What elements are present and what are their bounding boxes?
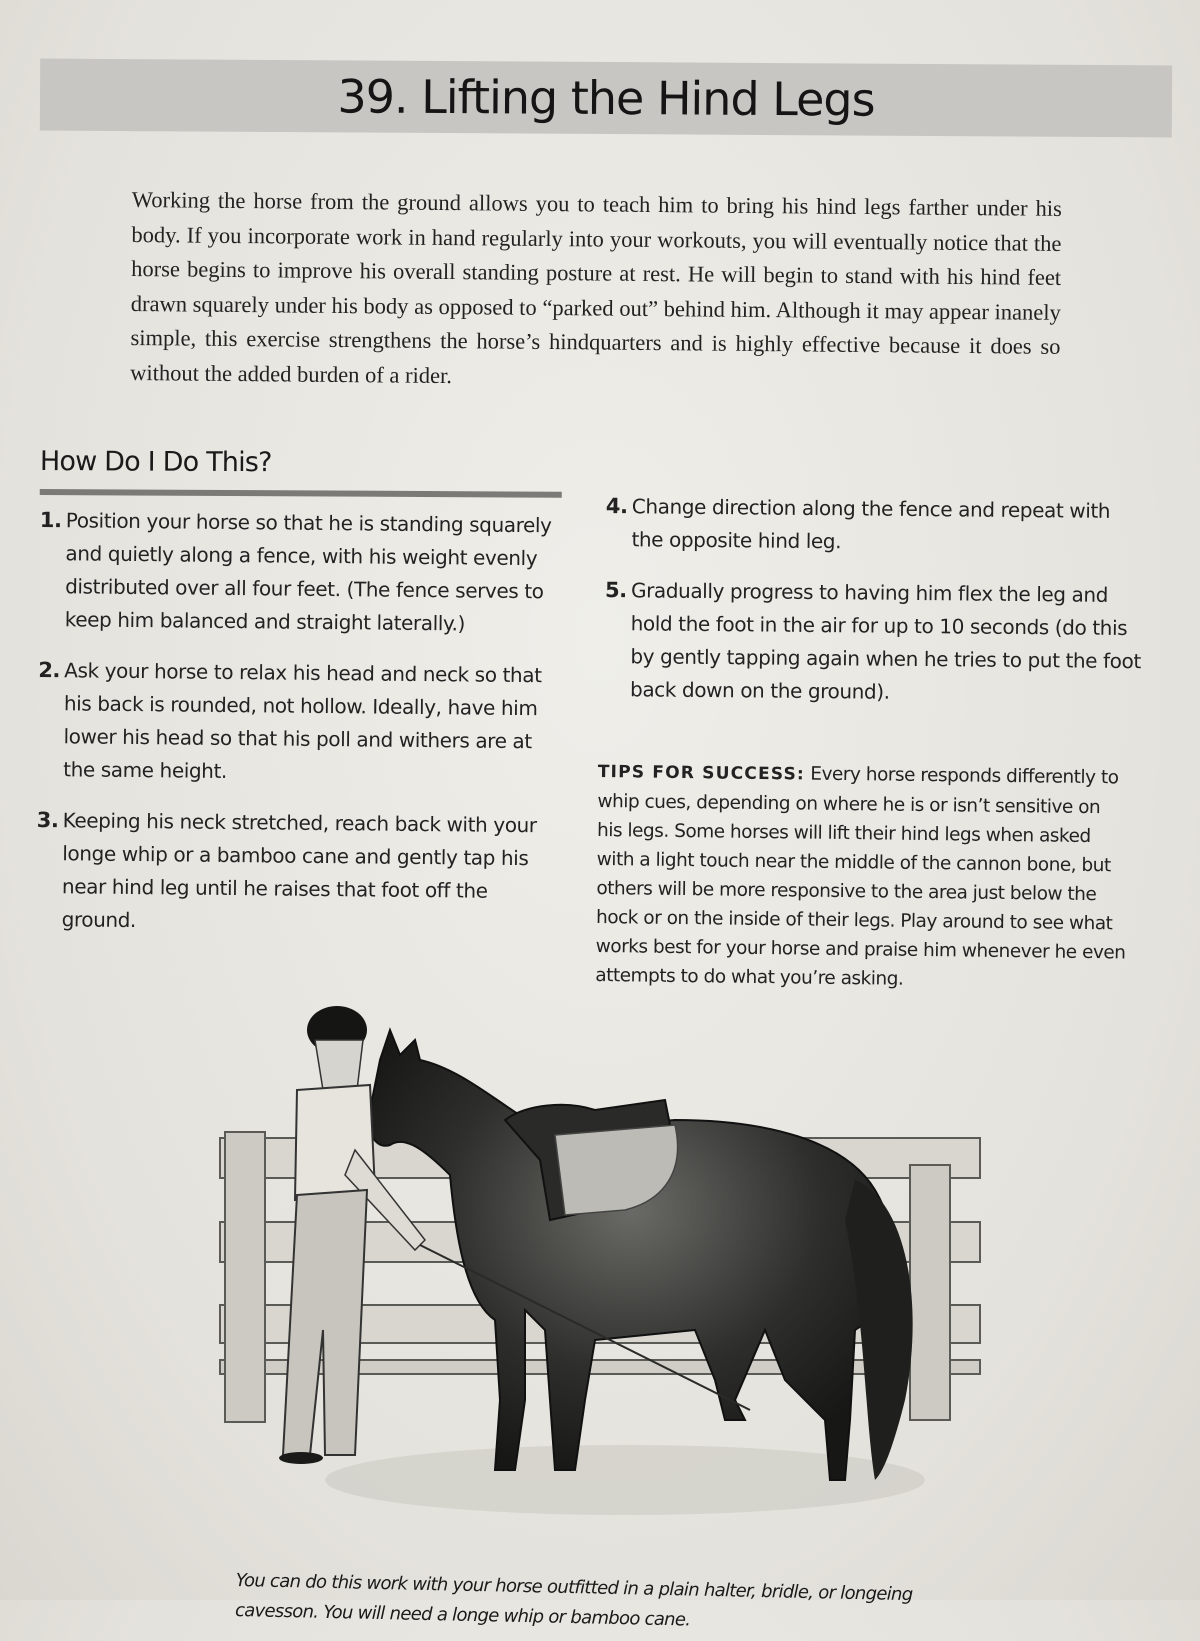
step-3 (35, 804, 556, 941)
step-number: 3. (36, 807, 59, 833)
section-divider (40, 489, 562, 498)
step-number: 1. (39, 507, 62, 533)
step-2 (37, 654, 558, 791)
illustration-caption: You can do this work with your horse outfitted in a plain halter, bridle, or longeing cavesson. You will need a longe whip or bamboo cane. (234, 1569, 913, 1631)
step-text: Change direction along the fence and repeat with the opposite hind leg. (631, 494, 1111, 554)
intro-paragraph: Working the horse from the ground allows you to teach him to bring his hind legs farther under his body. If you incorporate work in hand regularly into your workouts, you will eventually notice that the horse begins to improve his overall standing posture at rest. He will begin to stand with his hind feet drawn squarely under his body as opposed to “parked out” behind him. Although it may appear inanely simple, this exercise strengthens the horse’s hindquarters and is highly effective because it does so without the added burden of a rider. (130, 186, 1062, 388)
step-number: 4. (605, 493, 628, 519)
chapter-title-bar (40, 59, 1172, 138)
tips-text: Every horse responds differently to whip cues, depending on where he is or isn’t sensitive on his legs. Some horses will lift their hind legs when asked with a light touch near the middle of the cannon bone, but others will be more responsive to the area just below the hock or on the inside of their legs. Play around to see what works best for your horse and praise him whenever he even attempts to do what you’re asking. (595, 763, 1126, 990)
chapter-title: 39. Lifting the Hind Legs (337, 69, 875, 127)
step-text: Ask your horse to relax his head and neck so that his back is rounded, not hollow. Ideally, have him lower his head so that his poll and withers are at the same height. (63, 658, 542, 783)
steps-column-right (604, 490, 1146, 729)
tips-for-success (595, 757, 1128, 996)
step-4 (605, 490, 1146, 561)
steps-column-left (35, 504, 560, 959)
section-header (40, 446, 562, 498)
horse-illustration (205, 1000, 995, 1520)
step-1 (39, 504, 560, 641)
step-text: Keeping his neck stretched, reach back with your longe whip or a bamboo cane and gently tap his near hind leg until he raises that foot off the ground. (61, 808, 537, 933)
step-5 (604, 574, 1145, 711)
step-number: 5. (604, 577, 627, 603)
section-heading: How Do I Do This? (39, 446, 272, 479)
step-text: Gradually progress to having him flex the leg and hold the foot in the air for up to 10 seconds (do this by gently tapping again when he tries to put the foot back down on the ground). (629, 578, 1141, 704)
horse-and-handler-drawing (205, 1000, 995, 1520)
step-number: 2. (38, 657, 61, 683)
tips-label: TIPS FOR SUCCESS: (597, 761, 806, 785)
step-text: Position your horse so that he is standing squarely and quietly along a fence, with his weight evenly distributed over all four feet. (The fence serves to keep him balanced and straight laterally.) (64, 508, 552, 636)
